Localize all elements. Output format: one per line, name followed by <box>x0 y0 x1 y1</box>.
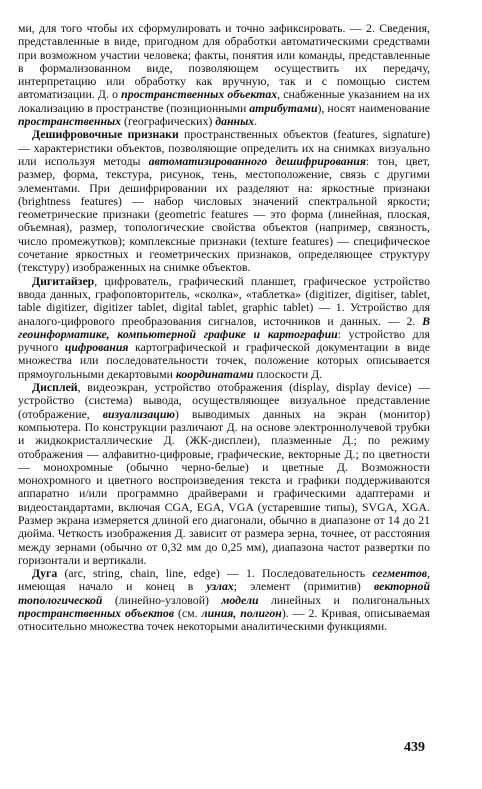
cross-reference-term: координатами <box>175 366 254 381</box>
paragraph-arc <box>18 567 430 633</box>
body-text: плоскости Д. <box>253 366 323 381</box>
term-heading: Дешифровочные признаки <box>32 127 179 142</box>
cross-reference-term: данных <box>215 114 255 129</box>
body-text: , видеоэкран, устройство отображения (display, display device) — устройство (система) вывода, осуществляющее визуальное представление (отображение, <box>18 380 430 421</box>
body-text: картографической и графической документации в виде множества или последовательности точек, положение которых описывается прямоугольными декартовыми <box>18 340 430 381</box>
paragraph-data-continuation <box>18 22 430 128</box>
term-heading: Дигитайзер <box>32 273 95 288</box>
cross-reference-term: В геоинформатике, компьютерной графике и картографии <box>18 313 430 341</box>
body-text: (линейно-узловой) <box>102 592 222 607</box>
body-text: , имеющая начало и конец в <box>18 566 430 594</box>
body-text: ) выводимых данных на экран (монитор) компьютера. По конструкции различают Д. на основе электроннолучевой трубки и жидкокристаллические Д. (ЖК-дисплеи), плазменные Д.; по режиму отображения — алфавитно-цифровые, графические, векторные Д.; по цветности — монохромные (обычно черно-белые) и цветные Д. Возможности монохромного и цветного воспроизведения текста и графики поддерживаются аппаратно и/или программно драйверами и графическими адаптерами и видеостандартами, включая CGA, EGA, VGA (устаревшие типы), SVGA, XGA. Размер экрана измеряется длиной его диагонали, обычно в диапазоне от 14 до 21 дюйма. Четкость изображения Д. зависит от размера зерна, точнее, от расстояния между зернами (обычно от 0,32 мм до 0,25 мм), диапазона частот развертки по горизонтали и вертикали. <box>18 406 430 567</box>
cross-reference-term: модели <box>221 592 259 607</box>
cross-reference-term: пространственных объектах <box>121 87 278 102</box>
body-text: (географических) <box>121 114 216 129</box>
term-heading: Дуга <box>32 566 58 581</box>
paragraph-deshifrovochnye-priznaki <box>18 128 430 274</box>
paragraph-digitizer <box>18 275 430 381</box>
cross-reference-term: векторной топологической <box>18 579 431 607</box>
body-text: : тон, цвет, размер, форма, текстура, рисунок, тень, местоположение, связь с другими элементами. При дешифрировании их разделяют на: яркостные признаки (brightness features) — набор числовых значений спектральной яркости; геометрические признаки (geometric features — это форма (линейная, плоская, объемная), размер, топологические свойства объектов (например, связность, число промежутков); комплексные признаки (texture features) — специфическое сочетание яркостных и геометрических признаков, определяющее структуру (текстуру) изображенных на снимке объектов. <box>18 153 430 275</box>
body-text: ), носят наименование <box>317 100 430 115</box>
body-text: , цифрователь, графический планшет, графическое устройство ввода данных, графоповторитель, «сколка», «таблетка» (digitizer, digitiser, tablet, table digitizer, digitizer tablet, digital tablet, graphic tablet) — 1. Устройство для аналого-цифрового преобразования сигналов, источников и данных. — 2. <box>18 273 430 328</box>
body-text: ). — 2. Кривая, описываемая относительно множества точек некоторыми аналитическими функциями. <box>18 606 430 634</box>
cross-reference-term: сегментов <box>372 566 428 581</box>
cross-reference-term: узлах <box>206 579 234 594</box>
body-text: ми, для того чтобы их сформулировать и точно зафиксировать. — 2. Сведения, представленные в виде, пригодном для обработки автоматическими средствами при возможном участии человека; факты, понятия или команды, представленные в формализованном виде, позволяющем осуществить их передачу, интерпретацию или обработку как вручную, так и с помощью систем автоматизации. Д. о <box>18 21 430 102</box>
document-text-column <box>18 22 430 634</box>
body-text: . <box>254 114 258 129</box>
body-text: (см. <box>174 606 202 621</box>
body-text: : устройство для ручного <box>18 326 430 355</box>
cross-reference-term: пространственных объектов <box>18 606 175 621</box>
body-text: линейных и полигональных <box>258 592 430 607</box>
cross-reference-term: визуализацию <box>102 406 176 421</box>
paragraph-display <box>18 381 430 567</box>
body-text: ; элемент (примитив) <box>233 579 374 594</box>
body-text: , снабженные указанием на их локализацию в пространстве (позиционными <box>18 87 431 115</box>
body-text: (arc, string, chain, line, edge) — 1. Последовательность <box>57 566 373 581</box>
cross-reference-term: пространственных <box>18 114 122 129</box>
cross-reference-term: атрибутами <box>249 100 318 115</box>
body-text: пространственных объектов (features, signature) — характеристики объектов, позволяющие определить их на снимках визуально или используя методы <box>18 127 430 168</box>
cross-reference-term: цифрования <box>64 340 129 355</box>
page-number: 439 <box>404 740 425 755</box>
cross-reference-term: автоматизированного дешифрирования <box>148 153 366 168</box>
cross-reference-term: линия, полигон <box>201 606 282 621</box>
term-heading: Дисплей <box>32 380 78 395</box>
